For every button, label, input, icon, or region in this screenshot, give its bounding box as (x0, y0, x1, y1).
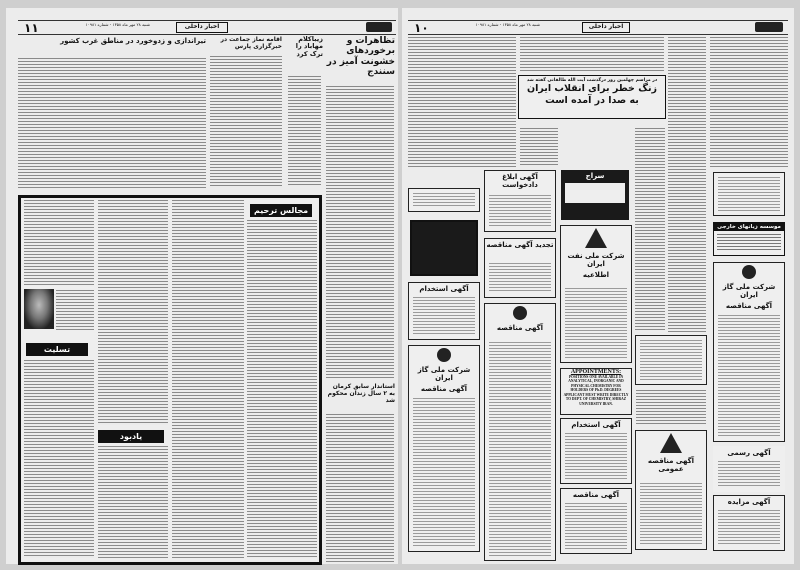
header-rule (18, 34, 396, 35)
headline: تیراندازی و زدوخورد در مناطق غرب کشور (60, 37, 206, 45)
ad-auction: سراج (561, 170, 629, 220)
condolence-heading: تسلیت (26, 343, 88, 356)
ad-language-institute: موسسه زبانهای خارجی (713, 222, 785, 256)
ad-sale-notice: آگهی مزایده (713, 495, 785, 551)
article-text (636, 390, 706, 426)
ad-summons: آگهی ابلاغ دادخواست (484, 170, 556, 232)
remembrance-heading: یادبود (98, 430, 164, 443)
article-text (288, 76, 321, 187)
header-rule (18, 20, 396, 21)
article-text (668, 37, 706, 332)
section-label: اخبار داخلی (176, 22, 228, 33)
memorial-heading: مجالس ترحیم (250, 204, 312, 217)
ad-gas-tender: شرکت ملی گاز ایران آگهی مناقصه (713, 262, 785, 442)
ad-gas-tender: شرکت ملی گاز ایران آگهی مناقصه (408, 345, 480, 552)
notice-text (98, 200, 168, 425)
ad-employment: آگهی استخدام (560, 418, 632, 484)
article-text (326, 414, 394, 562)
article-text (210, 56, 282, 188)
oil-company-emblem-icon (585, 228, 607, 248)
notice-text (56, 290, 94, 330)
ad-tender: آگهی مناقصه (560, 488, 632, 554)
notice-text (98, 446, 168, 558)
page-number: ۱۰ (414, 21, 429, 35)
notice-text (247, 220, 317, 558)
page-number: ۱۱ (24, 21, 39, 35)
article-text (635, 128, 665, 332)
ad-oil-announcement: شرکت ملی نفت ایران اطلاعیه (560, 225, 632, 363)
article-text (18, 58, 206, 190)
ad-notice (408, 188, 480, 212)
main-story-box (518, 75, 666, 119)
header-rule (408, 20, 788, 21)
article-text (520, 37, 664, 71)
headline: تظاهرات و برخوردهای خشونت آمیز در سنندج (326, 36, 395, 78)
issue-date: شنبه ۲۸ مهر ماه ۱۳۵۸ - شماره ۱۰۹۸۱ (85, 22, 150, 27)
issue-date: شنبه ۲۸ مهر ماه ۱۳۵۸ - شماره ۱۰۹۸۱ (475, 22, 540, 27)
ad-renewed-tender: تجدید آگهی مناقصه (484, 238, 556, 298)
ad-notice (635, 335, 707, 385)
notice-text (172, 200, 244, 558)
newspaper-logo (755, 22, 783, 32)
ad-employment: آگهی استخدام (408, 282, 480, 340)
oil-company-emblem-icon (660, 433, 682, 453)
article-text (326, 86, 394, 380)
article-text (710, 37, 788, 167)
header-rule (408, 34, 788, 35)
company-emblem-icon (513, 306, 527, 320)
section-label: اخبار داخلی (582, 22, 630, 33)
headline: اقامه نماز جماعت در خبرگزاری پارس (220, 36, 282, 50)
main-headline: به صدا در آمده است (545, 95, 639, 107)
ad-notice (713, 172, 785, 216)
ad-official-notice: آگهی رسمی (713, 446, 785, 492)
gas-company-emblem-icon (437, 348, 451, 362)
headline: زیباکلام مهاباد را ترک کرد (295, 35, 323, 58)
notice-text (24, 200, 94, 285)
kicker: در مراسم چهلمین روز درگذشت آیت الله طالقانی گفته شد (526, 78, 658, 83)
gas-company-emblem-icon (742, 265, 756, 279)
ad-black-box (410, 220, 478, 276)
headline: استاندار سابق کرمان به ۲ سال زندان محکوم شد (327, 383, 395, 404)
article-text (408, 37, 516, 167)
notice-text (24, 360, 94, 558)
ad-appointments: APPOINTMENTS: POSITIONS ONE AVAILABLE IN ANALYTICAL, INORGANIC AND PHYSICAL CHEMISTRY FOR HOLDERS OF Ph.D. DEGREES APPLICANT MUST WRITE DIRECTLY TO DEPT. OF CHEMISTRY, SHIRAZ UNIVERSITY IRAN. (560, 368, 632, 415)
ad-tender: آگهی مناقصه (484, 303, 556, 561)
ad-public-tender: آگهی مناقصه عمومی (635, 430, 707, 550)
main-headline: زنگ خطر برای انقلاب ایران (527, 83, 657, 94)
portrait-photo (24, 289, 54, 329)
newspaper-logo (366, 22, 392, 32)
article-text (520, 128, 558, 167)
